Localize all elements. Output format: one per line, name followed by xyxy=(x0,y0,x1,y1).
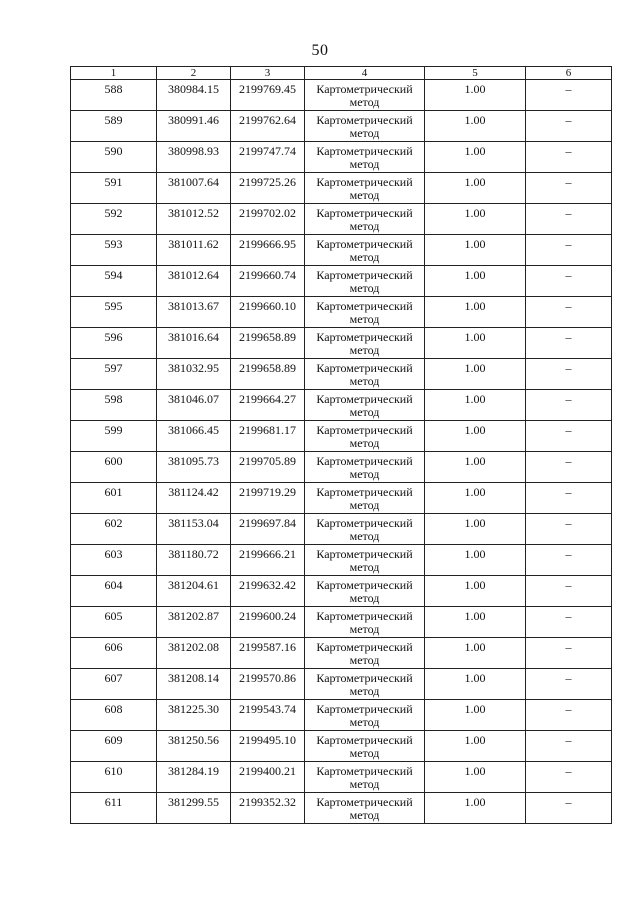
y-coordinate-cell: 2199725.26 xyxy=(231,173,305,204)
table-header-row xyxy=(71,67,612,80)
method-cell: Картометрический метод xyxy=(305,173,425,204)
y-coordinate-cell: 2199352.32 xyxy=(231,793,305,824)
description-cell: – xyxy=(526,638,612,669)
table-row xyxy=(71,576,612,607)
table-row xyxy=(71,204,612,235)
x-coordinate-cell: 381202.08 xyxy=(157,638,231,669)
y-coordinate-cell: 2199400.21 xyxy=(231,762,305,793)
table-row xyxy=(71,111,612,142)
description-cell: – xyxy=(526,111,612,142)
point-number-cell: 601 xyxy=(71,483,157,514)
y-coordinate-cell: 2199632.42 xyxy=(231,576,305,607)
description-cell: – xyxy=(526,390,612,421)
x-coordinate-cell: 381013.67 xyxy=(157,297,231,328)
y-coordinate-cell: 2199747.74 xyxy=(231,142,305,173)
x-coordinate-cell: 381066.45 xyxy=(157,421,231,452)
x-coordinate-cell: 381011.62 xyxy=(157,235,231,266)
point-number-cell: 592 xyxy=(71,204,157,235)
method-cell: Картометрический метод xyxy=(305,700,425,731)
description-cell: – xyxy=(526,762,612,793)
description-cell: – xyxy=(526,607,612,638)
table-row xyxy=(71,700,612,731)
x-coordinate-cell: 381095.73 xyxy=(157,452,231,483)
precision-cell: 1.00 xyxy=(425,607,526,638)
table-row xyxy=(71,452,612,483)
x-coordinate-cell: 381032.95 xyxy=(157,359,231,390)
y-coordinate-cell: 2199664.27 xyxy=(231,390,305,421)
method-cell: Картометрический метод xyxy=(305,669,425,700)
x-coordinate-cell: 380998.93 xyxy=(157,142,231,173)
table-row xyxy=(71,297,612,328)
description-cell: – xyxy=(526,545,612,576)
x-coordinate-cell: 381202.87 xyxy=(157,607,231,638)
description-cell: – xyxy=(526,142,612,173)
method-cell: Картометрический метод xyxy=(305,514,425,545)
precision-cell: 1.00 xyxy=(425,793,526,824)
x-coordinate-cell: 380984.15 xyxy=(157,80,231,111)
precision-cell: 1.00 xyxy=(425,762,526,793)
method-cell: Картометрический метод xyxy=(305,235,425,266)
point-number-cell: 598 xyxy=(71,390,157,421)
y-coordinate-cell: 2199705.89 xyxy=(231,452,305,483)
table-row xyxy=(71,266,612,297)
precision-cell: 1.00 xyxy=(425,483,526,514)
description-cell: – xyxy=(526,235,612,266)
method-cell: Картометрический метод xyxy=(305,80,425,111)
precision-cell: 1.00 xyxy=(425,700,526,731)
x-coordinate-cell: 381208.14 xyxy=(157,669,231,700)
column-header: 3 xyxy=(231,67,305,80)
point-number-cell: 600 xyxy=(71,452,157,483)
table-row xyxy=(71,762,612,793)
x-coordinate-cell: 381124.42 xyxy=(157,483,231,514)
precision-cell: 1.00 xyxy=(425,266,526,297)
y-coordinate-cell: 2199769.45 xyxy=(231,80,305,111)
x-coordinate-cell: 381204.61 xyxy=(157,576,231,607)
method-cell: Картометрический метод xyxy=(305,638,425,669)
table-row xyxy=(71,421,612,452)
point-number-cell: 611 xyxy=(71,793,157,824)
description-cell: – xyxy=(526,669,612,700)
precision-cell: 1.00 xyxy=(425,111,526,142)
table-row xyxy=(71,514,612,545)
table-row xyxy=(71,173,612,204)
point-number-cell: 602 xyxy=(71,514,157,545)
point-number-cell: 606 xyxy=(71,638,157,669)
precision-cell: 1.00 xyxy=(425,669,526,700)
method-cell: Картометрический метод xyxy=(305,483,425,514)
coordinates-table xyxy=(70,66,612,824)
column-header: 2 xyxy=(157,67,231,80)
method-cell: Картометрический метод xyxy=(305,266,425,297)
description-cell: – xyxy=(526,452,612,483)
x-coordinate-cell: 381299.55 xyxy=(157,793,231,824)
table-row xyxy=(71,545,612,576)
column-header: 4 xyxy=(305,67,425,80)
precision-cell: 1.00 xyxy=(425,142,526,173)
x-coordinate-cell: 381250.56 xyxy=(157,731,231,762)
description-cell: – xyxy=(526,576,612,607)
y-coordinate-cell: 2199660.10 xyxy=(231,297,305,328)
point-number-cell: 607 xyxy=(71,669,157,700)
table-row xyxy=(71,390,612,421)
x-coordinate-cell: 381284.19 xyxy=(157,762,231,793)
method-cell: Картометрический метод xyxy=(305,452,425,483)
point-number-cell: 610 xyxy=(71,762,157,793)
table-row xyxy=(71,328,612,359)
point-number-cell: 597 xyxy=(71,359,157,390)
y-coordinate-cell: 2199658.89 xyxy=(231,359,305,390)
method-cell: Картометрический метод xyxy=(305,421,425,452)
table-row xyxy=(71,142,612,173)
method-cell: Картометрический метод xyxy=(305,204,425,235)
method-cell: Картометрический метод xyxy=(305,297,425,328)
x-coordinate-cell: 381153.04 xyxy=(157,514,231,545)
point-number-cell: 594 xyxy=(71,266,157,297)
precision-cell: 1.00 xyxy=(425,328,526,359)
description-cell: – xyxy=(526,793,612,824)
table-row xyxy=(71,607,612,638)
point-number-cell: 596 xyxy=(71,328,157,359)
table-row xyxy=(71,235,612,266)
column-header: 6 xyxy=(526,67,612,80)
precision-cell: 1.00 xyxy=(425,421,526,452)
point-number-cell: 593 xyxy=(71,235,157,266)
point-number-cell: 603 xyxy=(71,545,157,576)
y-coordinate-cell: 2199660.74 xyxy=(231,266,305,297)
table-body xyxy=(71,80,612,824)
page-number: 50 xyxy=(311,42,329,59)
precision-cell: 1.00 xyxy=(425,452,526,483)
description-cell: – xyxy=(526,359,612,390)
description-cell: – xyxy=(526,731,612,762)
point-number-cell: 595 xyxy=(71,297,157,328)
point-number-cell: 604 xyxy=(71,576,157,607)
y-coordinate-cell: 2199495.10 xyxy=(231,731,305,762)
precision-cell: 1.00 xyxy=(425,235,526,266)
method-cell: Картометрический метод xyxy=(305,576,425,607)
y-coordinate-cell: 2199666.95 xyxy=(231,235,305,266)
y-coordinate-cell: 2199587.16 xyxy=(231,638,305,669)
description-cell: – xyxy=(526,700,612,731)
point-number-cell: 605 xyxy=(71,607,157,638)
x-coordinate-cell: 381012.64 xyxy=(157,266,231,297)
method-cell: Картометрический метод xyxy=(305,762,425,793)
precision-cell: 1.00 xyxy=(425,173,526,204)
table-row xyxy=(71,483,612,514)
table-row xyxy=(71,669,612,700)
table-row xyxy=(71,80,612,111)
method-cell: Картометрический метод xyxy=(305,793,425,824)
description-cell: – xyxy=(526,173,612,204)
point-number-cell: 599 xyxy=(71,421,157,452)
point-number-cell: 609 xyxy=(71,731,157,762)
precision-cell: 1.00 xyxy=(425,359,526,390)
description-cell: – xyxy=(526,514,612,545)
x-coordinate-cell: 381046.07 xyxy=(157,390,231,421)
y-coordinate-cell: 2199543.74 xyxy=(231,700,305,731)
description-cell: – xyxy=(526,328,612,359)
column-header: 1 xyxy=(71,67,157,80)
x-coordinate-cell: 381180.72 xyxy=(157,545,231,576)
y-coordinate-cell: 2199666.21 xyxy=(231,545,305,576)
y-coordinate-cell: 2199681.17 xyxy=(231,421,305,452)
point-number-cell: 591 xyxy=(71,173,157,204)
method-cell: Картометрический метод xyxy=(305,111,425,142)
y-coordinate-cell: 2199697.84 xyxy=(231,514,305,545)
description-cell: – xyxy=(526,421,612,452)
point-number-cell: 588 xyxy=(71,80,157,111)
precision-cell: 1.00 xyxy=(425,514,526,545)
table-row xyxy=(71,359,612,390)
precision-cell: 1.00 xyxy=(425,390,526,421)
x-coordinate-cell: 380991.46 xyxy=(157,111,231,142)
x-coordinate-cell: 381012.52 xyxy=(157,204,231,235)
table-row xyxy=(71,638,612,669)
description-cell: – xyxy=(526,80,612,111)
x-coordinate-cell: 381007.64 xyxy=(157,173,231,204)
y-coordinate-cell: 2199719.29 xyxy=(231,483,305,514)
method-cell: Картометрический метод xyxy=(305,328,425,359)
method-cell: Картометрический метод xyxy=(305,545,425,576)
point-number-cell: 589 xyxy=(71,111,157,142)
y-coordinate-cell: 2199702.02 xyxy=(231,204,305,235)
precision-cell: 1.00 xyxy=(425,204,526,235)
description-cell: – xyxy=(526,483,612,514)
x-coordinate-cell: 381225.30 xyxy=(157,700,231,731)
x-coordinate-cell: 381016.64 xyxy=(157,328,231,359)
column-header: 5 xyxy=(425,67,526,80)
y-coordinate-cell: 2199600.24 xyxy=(231,607,305,638)
y-coordinate-cell: 2199762.64 xyxy=(231,111,305,142)
precision-cell: 1.00 xyxy=(425,576,526,607)
precision-cell: 1.00 xyxy=(425,545,526,576)
precision-cell: 1.00 xyxy=(425,731,526,762)
precision-cell: 1.00 xyxy=(425,80,526,111)
precision-cell: 1.00 xyxy=(425,638,526,669)
method-cell: Картометрический метод xyxy=(305,390,425,421)
method-cell: Картометрический метод xyxy=(305,607,425,638)
description-cell: – xyxy=(526,204,612,235)
method-cell: Картометрический метод xyxy=(305,731,425,762)
method-cell: Картометрический метод xyxy=(305,359,425,390)
description-cell: – xyxy=(526,266,612,297)
precision-cell: 1.00 xyxy=(425,297,526,328)
description-cell: – xyxy=(526,297,612,328)
point-number-cell: 608 xyxy=(71,700,157,731)
y-coordinate-cell: 2199570.86 xyxy=(231,669,305,700)
point-number-cell: 590 xyxy=(71,142,157,173)
method-cell: Картометрический метод xyxy=(305,142,425,173)
table-row xyxy=(71,793,612,824)
y-coordinate-cell: 2199658.89 xyxy=(231,328,305,359)
table-row xyxy=(71,731,612,762)
